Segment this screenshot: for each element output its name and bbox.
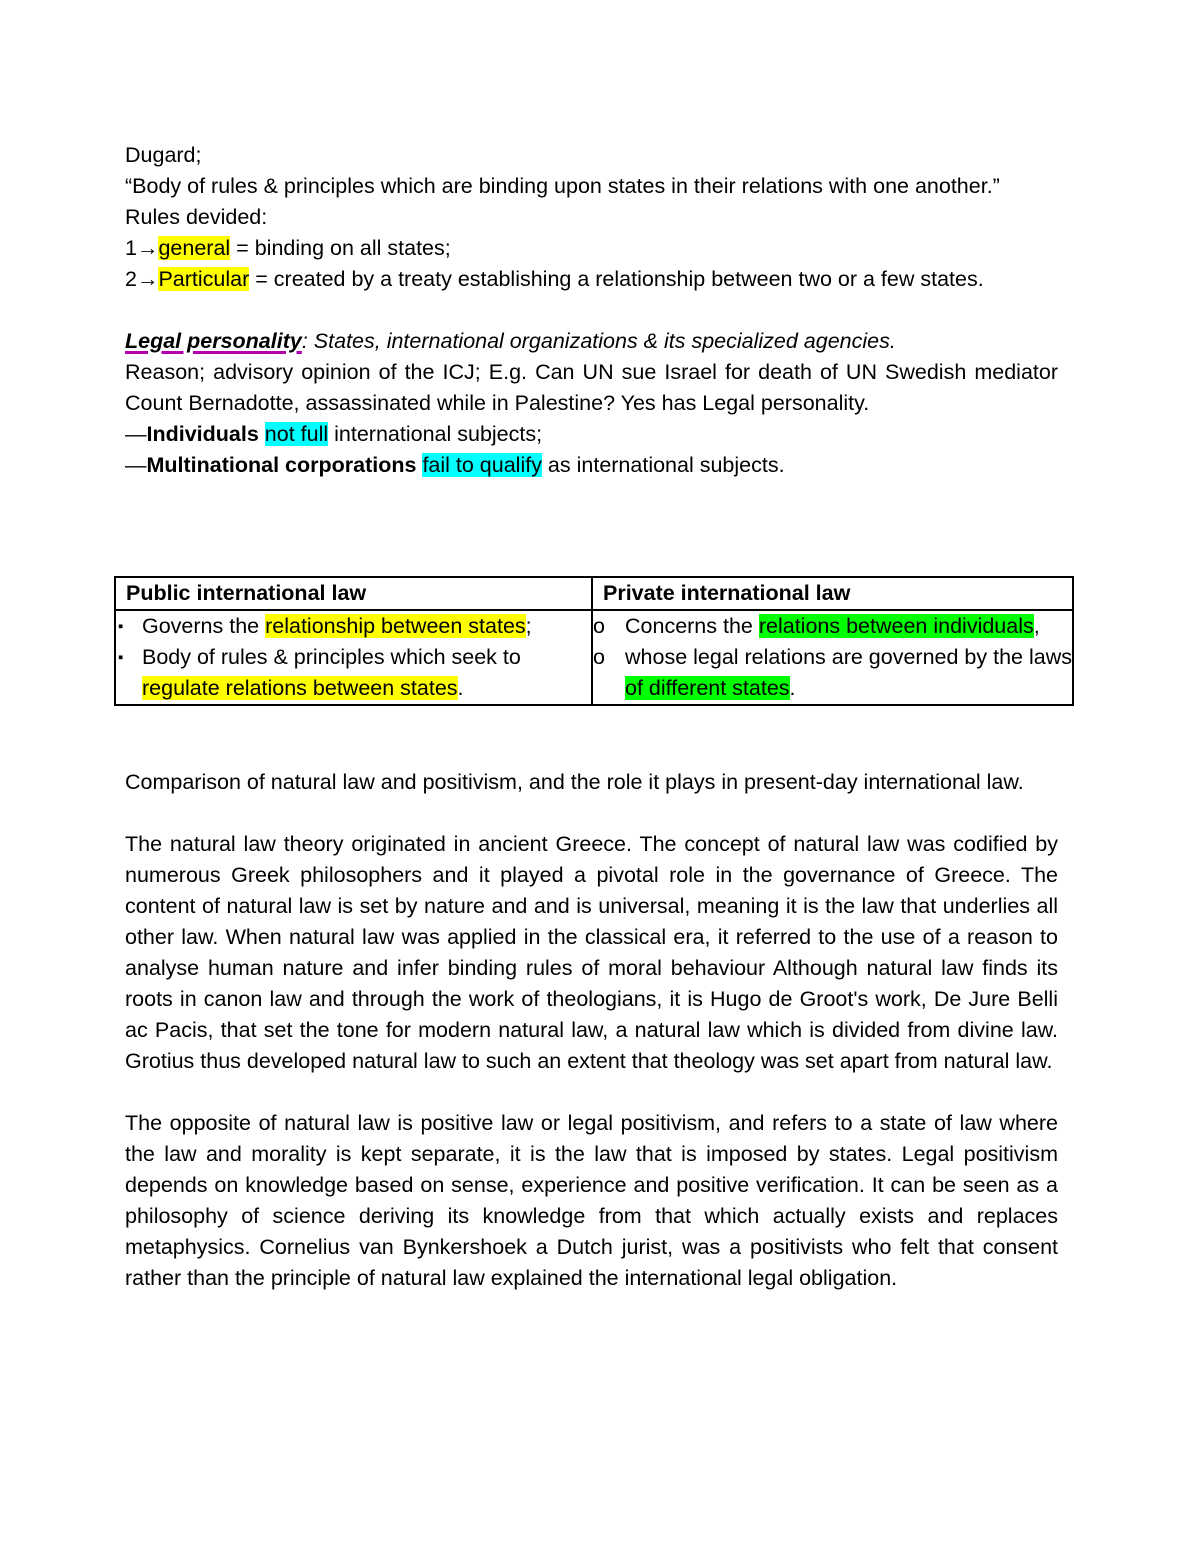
legal-personality-line	[125, 326, 1058, 357]
intro-section	[125, 140, 1058, 481]
legal-subjects: States, international organizations & its specialized agencies.	[307, 329, 896, 353]
list-item	[593, 642, 1072, 704]
circle-bullet-icon: o	[593, 645, 605, 669]
dash: —	[125, 453, 147, 477]
positive-law-paragraph: The opposite of natural law is positive law or legal positivism, and refers to a state of law where the law and morality is kept separate, it is the law that is imposed by states. Legal positivism depends on knowledge based on sense, experience and positive verification. It can be seen as a philosophy of science deriving its knowledge from that which actually exists and replaces metaphysics. Cornelius van Bynkershoek a Dutch jurist, was a positivists who felt that consent rather than the principle of natural law explained the international legal obligation.	[125, 1111, 1058, 1290]
private-law-cell	[592, 610, 1073, 705]
list-item	[116, 642, 591, 704]
bullet-punct: .	[457, 676, 464, 700]
public-law-cell	[115, 610, 592, 705]
highlight-general: general	[158, 236, 231, 260]
rule-number: 1→	[125, 236, 159, 260]
list-item	[593, 611, 1072, 642]
author-line: Dugard;	[125, 143, 202, 167]
rules-heading: Rules devided:	[125, 205, 268, 229]
rule-particular	[125, 264, 1058, 295]
comparison-table	[114, 576, 1074, 706]
highlight-regulate: regulate relations between states	[142, 676, 458, 700]
natural-law-paragraph: The natural law theory originated in ancient Greece. The concept of natural law was codified by numerous Greek philosophers and it played a pivotal role in the governance of Greece. The content of natural law is set by nature and and is universal, meaning it is the law that underlies all other law. When natural law was applied in the classical era, it referred to the use of a reason to analyse human nature and infer binding rules of moral behaviour Although natural law finds its roots in canon law and through the work of theologians, it is Hugo de Groot's work, De Jure Belli ac Pacis, that set the tone for modern natural law, a natural law which is divided from divine law. Grotius thus developed natural law to such an extent that theology was set apart from natural law.	[125, 832, 1058, 1073]
highlight-fail-to-qualify: fail to qualify	[422, 453, 542, 477]
header-private-law: Private international law	[592, 577, 1073, 610]
corporations-text: as international subjects.	[541, 453, 785, 477]
highlight-particular: Particular	[158, 267, 250, 291]
colon: :	[301, 329, 308, 353]
bullet-punct: ;	[525, 614, 532, 638]
individuals-text: international subjects;	[328, 422, 543, 446]
bullet-text: Governs the	[142, 614, 266, 638]
highlight-relations-individuals: relations between individuals	[758, 614, 1034, 638]
individuals-term: Individuals	[146, 422, 259, 446]
list-item	[116, 611, 591, 642]
table-row	[115, 610, 1073, 705]
corporations-term: Multinational corporations	[146, 453, 417, 477]
square-bullet-icon: ▪	[118, 649, 124, 666]
reason-text: Reason; advisory opinion of the ICJ; E.g. Can UN sue Israel for death of UN Swedish mediator Count Bernadotte, assassinated while in Palestine? Yes has Legal personality.	[125, 360, 1058, 415]
square-bullet-icon: ▪	[118, 618, 124, 635]
highlight-relationship: relationship between states	[265, 614, 526, 638]
table-header-row	[115, 577, 1073, 610]
bullet-text: Concerns the	[625, 614, 759, 638]
rule-text: = binding on all states;	[230, 236, 451, 260]
rule-number: 2→	[125, 267, 159, 291]
rule-text: = created by a treaty establishing a relationship between two or a few states.	[249, 267, 984, 291]
bullet-punct: .	[789, 676, 796, 700]
dash: —	[125, 422, 147, 446]
bullet-punct: ,	[1033, 614, 1040, 638]
corporations-line	[125, 450, 1058, 481]
highlight-not-full: not full	[264, 422, 329, 446]
header-public-law: Public international law	[115, 577, 592, 610]
definition-quote: “Body of rules & principles which are binding upon states in their relations with one another.”	[125, 174, 1000, 198]
circle-bullet-icon: o	[593, 614, 605, 638]
individuals-line	[125, 419, 1058, 450]
highlight-different-states: of different states	[625, 676, 790, 700]
rule-general	[125, 233, 1058, 264]
essay-section	[125, 767, 1058, 1294]
comparison-paragraph: Comparison of natural law and positivism, and the role it plays in present-day international law.	[125, 770, 1024, 794]
bullet-text: Body of rules & principles which seek to	[142, 645, 521, 669]
legal-personality-term: Legal personality	[125, 329, 302, 353]
bullet-text: whose legal relations are governed by the laws	[625, 645, 1072, 669]
